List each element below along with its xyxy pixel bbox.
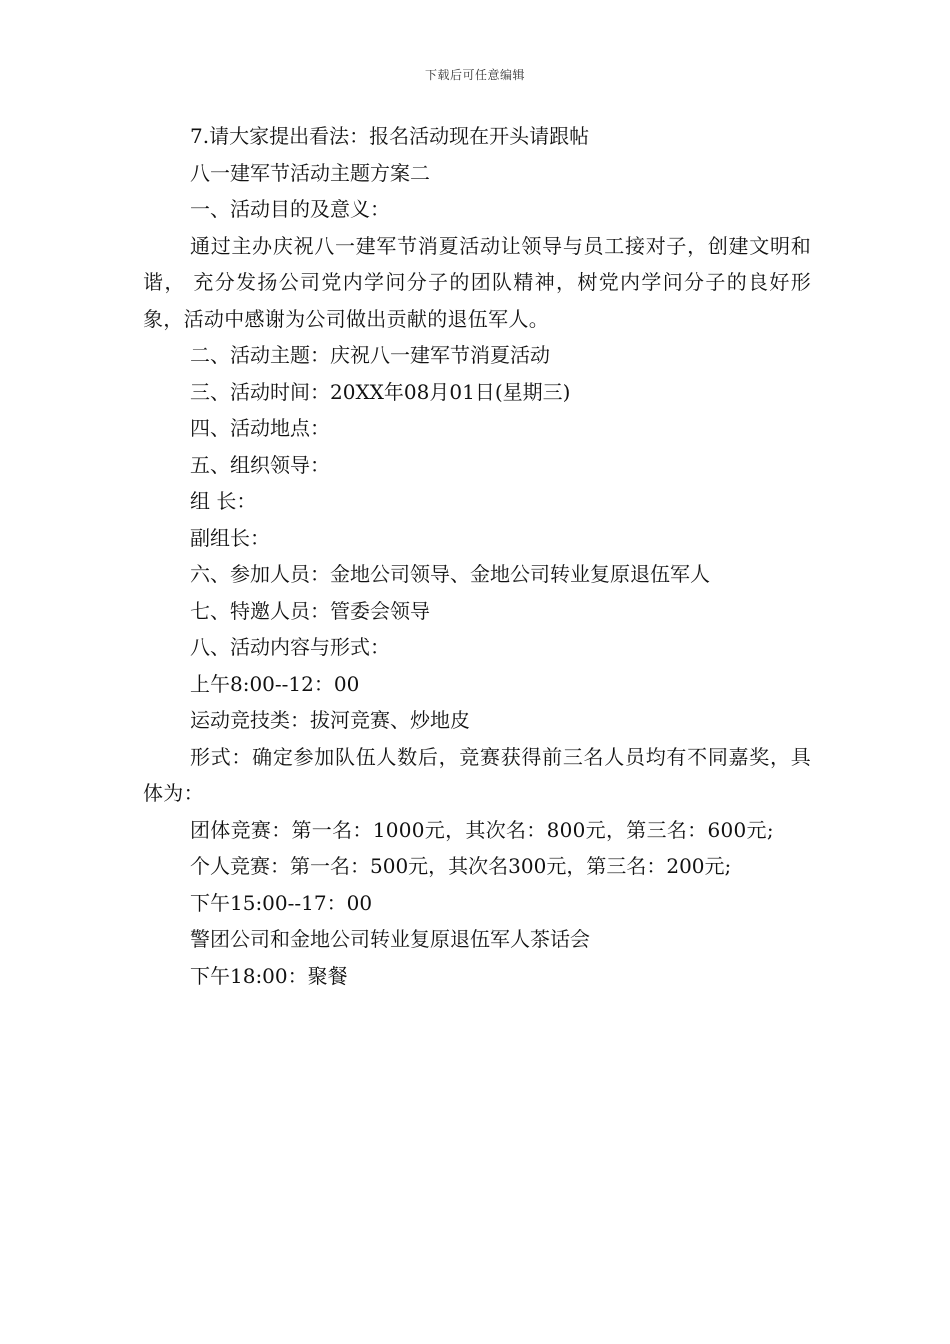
paragraph-location: 四、活动地点： — [190, 416, 330, 440]
paragraph-tea-party: 警团公司和金地公司转业复原退伍军人茶话会 — [190, 927, 590, 951]
paragraph-deputy-leader: 副组长： — [190, 525, 270, 550]
paragraph-afternoon-time: 下午15:00--17：00 — [190, 890, 373, 915]
paragraph-discussion: 7.请大家提出看法：报名活动现在开头请跟帖 — [190, 124, 590, 148]
paragraph-sports: 运动竞技类：拔河竞赛、炒地皮 — [190, 708, 470, 732]
paragraph-team-prizes: 团体竞赛：第一名：1000元，其次名：800元，第三名：600元; — [190, 817, 774, 842]
paragraph-theme: 二、活动主题：庆祝八一建军节消夏活动 — [190, 343, 550, 367]
paragraph-purpose-text: 通过主办庆祝八一建军节消夏活动让领导与员工接对子，创建文明和谐， 充分发扬公司党内学问分子的团队精神，树党内学问分子的良好形象，活动中感谢为公司做出贡献的退伍军人。 — [143, 233, 811, 331]
paragraph-format: 形式：确定参加队伍人数后，竞赛获得前三名人员均有不同嘉奖，具体为： — [143, 744, 811, 805]
header-note: 下载后可任意编辑 — [424, 68, 525, 82]
paragraph-individual-prizes: 个人竞赛：第一名：500元，其次名300元，第三名：200元; — [190, 854, 732, 878]
paragraph-morning-time: 上午8:00--12：00 — [190, 671, 360, 696]
paragraph-purpose-heading: 一、活动目的及意义： — [190, 197, 390, 221]
paragraph-plan-title: 八一建军节活动主题方案二 — [190, 160, 430, 185]
paragraph-content-heading: 八、活动内容与形式： — [190, 635, 390, 659]
paragraph-dinner: 下午18:00：聚餐 — [190, 963, 348, 988]
document-body — [143, 118, 811, 994]
paragraph-participants: 六、参加人员：金地公司领导、金地公司转业复原退伍军人 — [190, 562, 710, 586]
paragraph-guests: 七、特邀人员：管委会领导 — [190, 598, 430, 623]
paragraph-time: 三、活动时间：20XX年08月01日(星期三) — [190, 379, 571, 404]
paragraph-team-leader: 组 长： — [190, 489, 257, 513]
paragraph-leadership: 五、组织领导： — [190, 452, 330, 477]
